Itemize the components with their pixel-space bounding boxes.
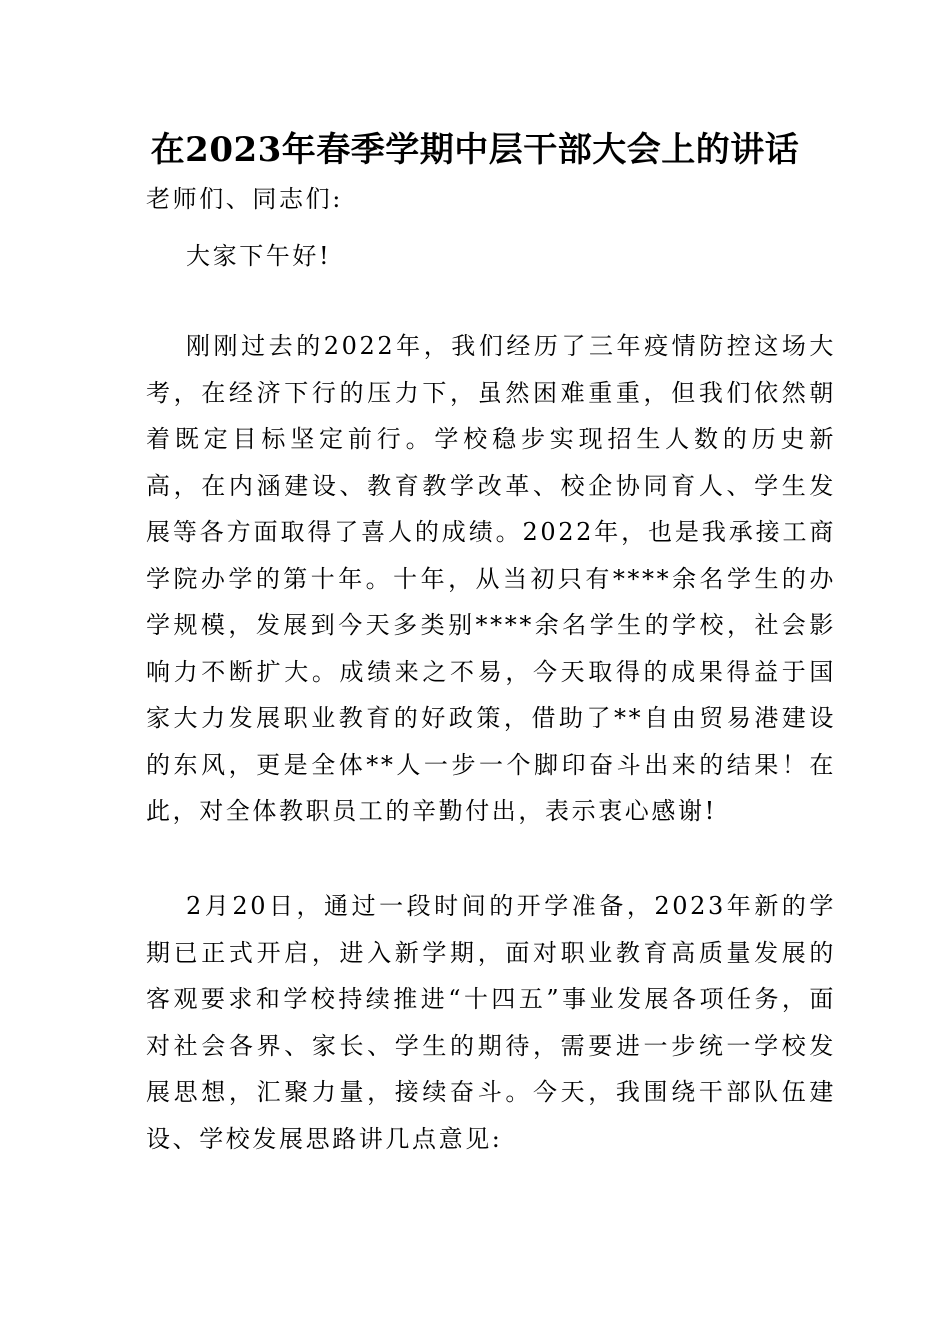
salutation: 老师们、同志们:	[146, 185, 343, 213]
paragraph-2: 2月20日，通过一段时间的开学准备，2023年新的学期已正式开启，进入新学期，面对职业教育高质量发展的客观要求和学校持续推进“十四五”事业发展各项任务，面对社会各界、家长、学生的期待，需要进一步统一学校发展思想，汇聚力量，接续奋斗。今天，我围绕干部队伍建设、学校发展思路讲几点意见:	[146, 892, 836, 1153]
document-title: 在2023年春季学期中层干部大会上的讲话	[150, 130, 800, 170]
paragraph-1: 刚刚过去的2022年，我们经历了三年疫情防控这场大考，在经济下行的压力下，虽然困难重重，但我们依然朝着既定目标坚定前行。学校稳步实现招生人数的历史新高，在内涵建设、教育教学改革、校企协同育人、学生发展等各方面取得了喜人的成绩。2022年，也是我承接工商学院办学的第十年。十年，从当初只有****余名学生的办学规模，发展到今天多类别****余名学生的学校，社会影响力不断扩大。成绩来之不易，今天取得的成果得益于国家大力发展职业教育的好政策，借助了**自由贸易港建设的东风，更是全体**人一步一个脚印奋斗出来的结果！在此，对全体教职员工的辛勤付出，表示衷心感谢!	[146, 332, 836, 825]
greeting: 大家下午好!	[186, 242, 332, 270]
